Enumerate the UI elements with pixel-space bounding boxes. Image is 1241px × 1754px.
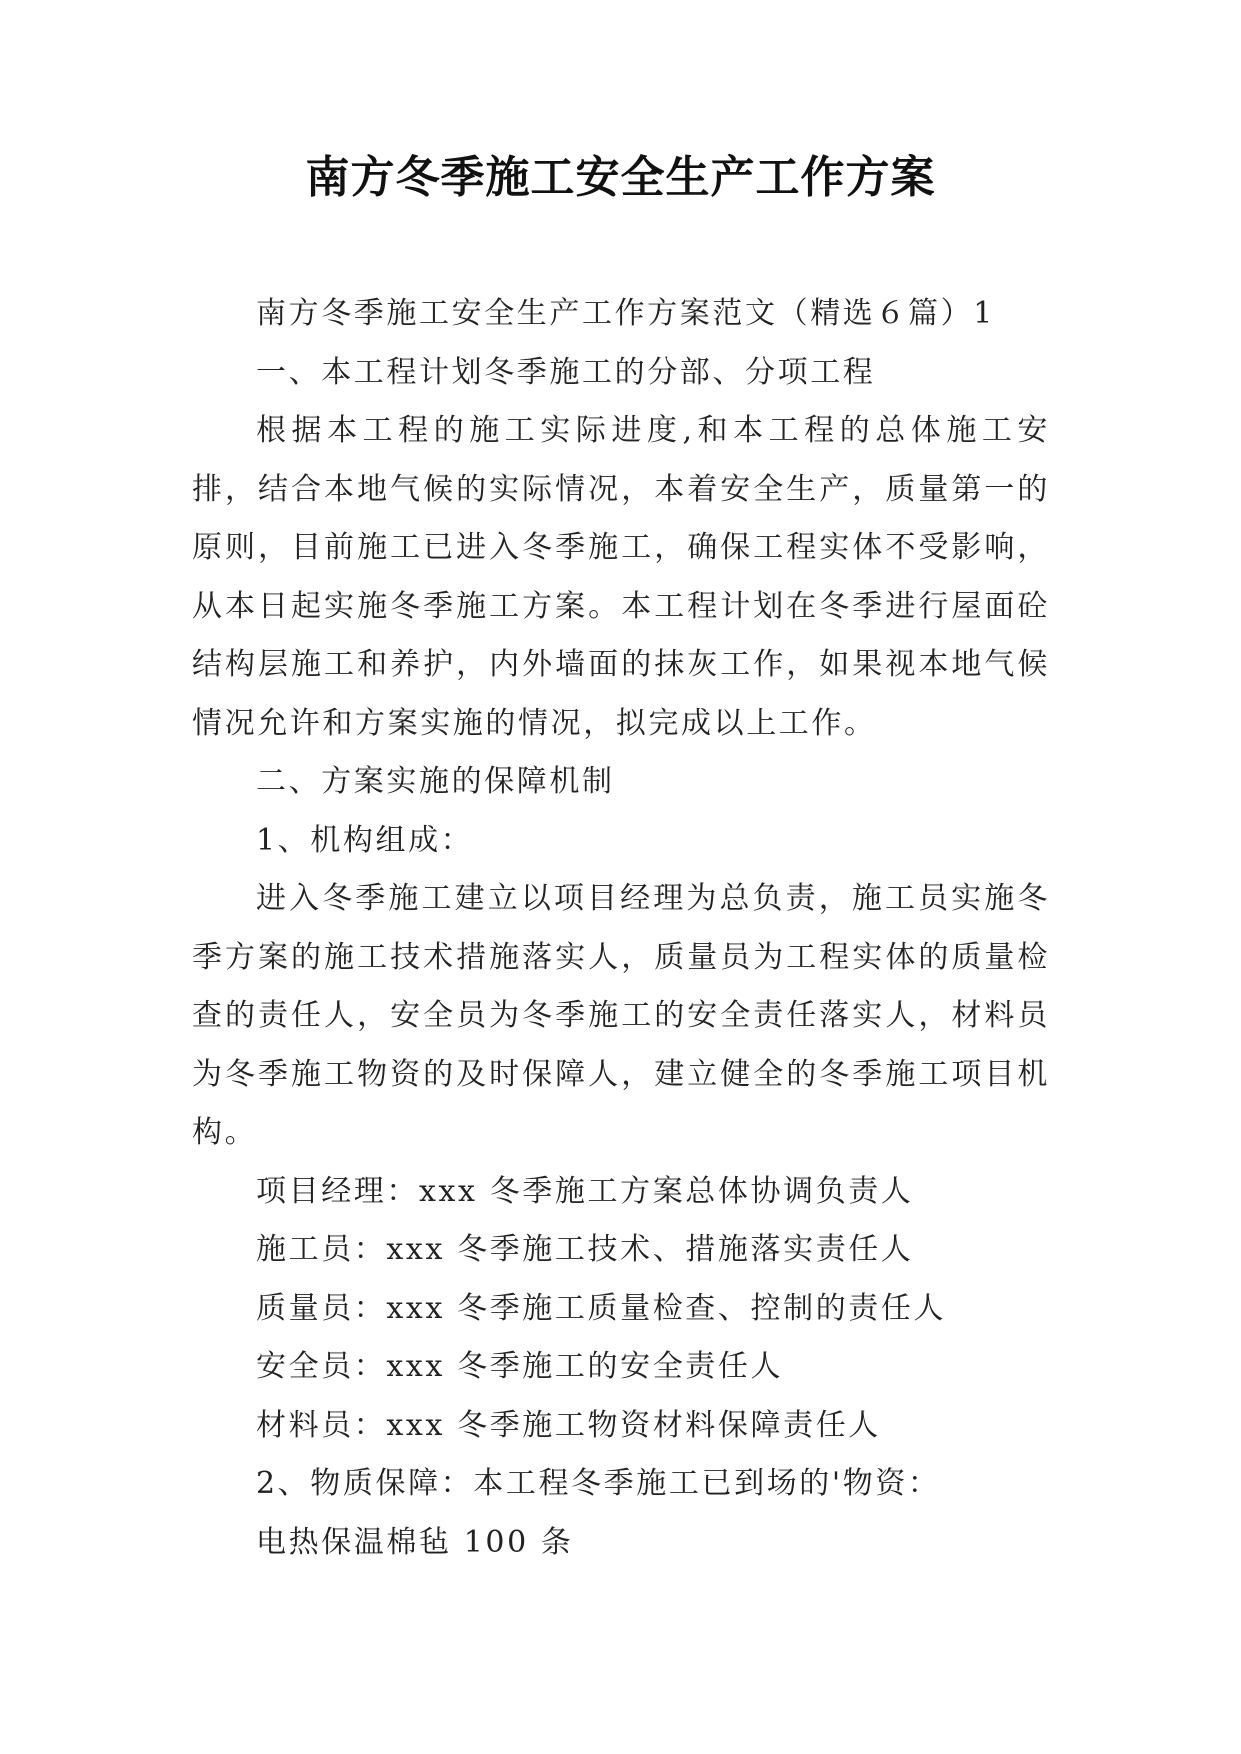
role-materials-staff: 材料员：xxx 冬季施工物资材料保障责任人	[256, 1407, 881, 1443]
role-project-manager: 项目经理：xxx 冬季施工方案总体协调负责人	[256, 1173, 914, 1209]
role-safety-staff: 安全员：xxx 冬季施工的安全责任人	[256, 1349, 784, 1384]
material-item: 电热保温棉毡 100 条	[256, 1524, 574, 1560]
heading-material-supply: 2、物质保障：本工程冬季施工已到场的'物资：	[256, 1466, 941, 1501]
paragraph-intro: 南方冬季施工安全生产工作方案范文（精选６篇）1	[256, 296, 995, 331]
heading-section-2: 二、方案实施的保障机制	[256, 764, 615, 799]
paragraph-section-1-body: 根据本工程的施工实际进度,和本工程的总体施工安排，结合本地气候的实际情况，本着安全生产，质量第一的原则，目前施工已进入冬季施工，确保工程实体不受影响，从本日起实施冬季施工方案。本工程计划在冬季进行屋面砼结构层施工和养护，内外墙面的抹灰工作，如果视本地气候情况允许和方案实施的情况，拟完成以上工作。	[192, 413, 1050, 741]
document-title: 南方冬季施工安全生产工作方案	[305, 152, 936, 203]
heading-section-1: 一、本工程计划冬季施工的分部、分项工程	[256, 354, 876, 390]
document-body	[192, 285, 1050, 1572]
role-construction-staff: 施工员：xxx 冬季施工技术、措施落实责任人	[256, 1232, 914, 1267]
paragraph-organization-body: 进入冬季施工建立以项目经理为总负责，施工员实施冬季方案的施工技术措施落实人，质量员为工程实体的质量检查的责任人，安全员为冬季施工的安全责任落实人，材料员为冬季施工物资的及时保障人，建立健全的冬季施工项目机构。	[192, 881, 1050, 1150]
heading-organization: 1、机构组成：	[256, 822, 474, 858]
role-quality-staff: 质量员：xxx 冬季施工质量检查、控制的责任人	[256, 1290, 947, 1326]
